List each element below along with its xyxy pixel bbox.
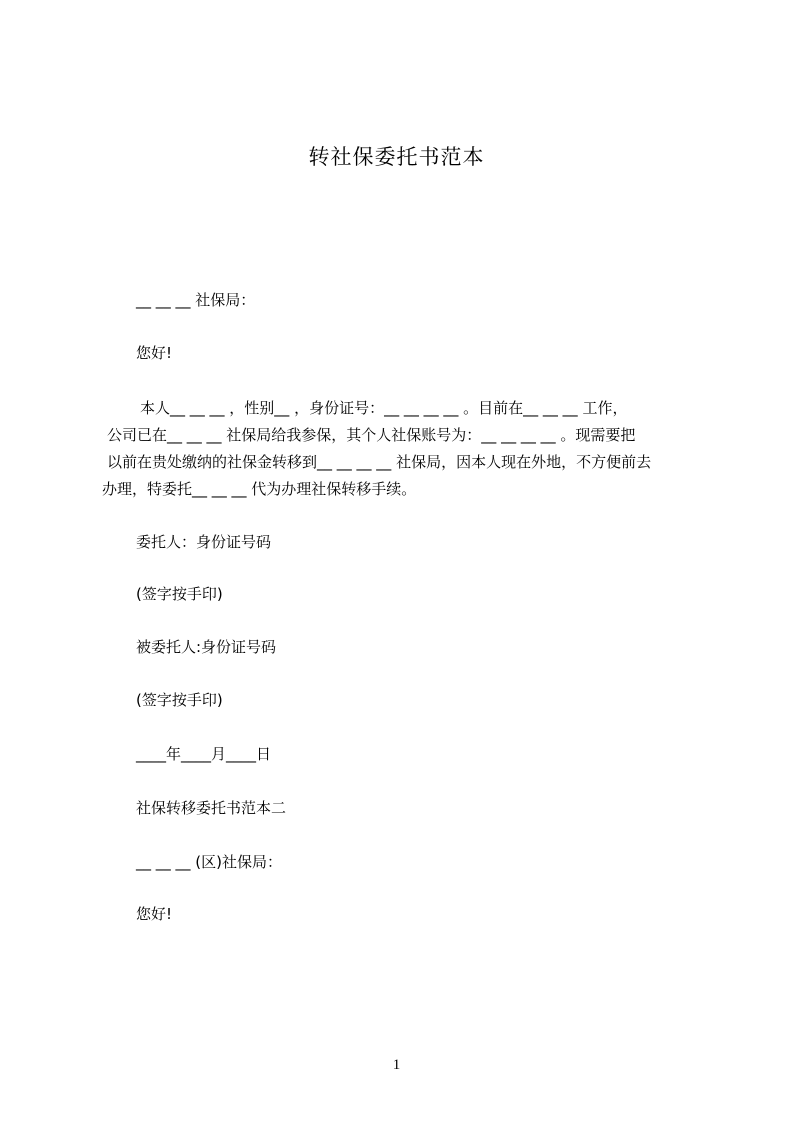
section-two-title: 社保转移委托书范本二 xyxy=(136,799,287,817)
addressee-line: __ __ __ 社保局： xyxy=(136,291,256,309)
addressee-two-line: __ __ __ (区)社保局： xyxy=(136,853,283,871)
document-title: 转社保委托书范本 xyxy=(308,145,485,169)
agent-line: 被委托人:身份证号码 xyxy=(136,638,277,656)
principal-sign-line: (签字按手印) xyxy=(136,585,223,603)
greeting-two-line: 您好! xyxy=(136,905,173,923)
date-line: ____年____月____日 xyxy=(136,745,272,763)
agent-sign-line: (签字按手印) xyxy=(136,691,223,709)
body-line-3: 以前在贵处缴纳的社保金转移到__ __ __ __ 社保局，因本人现在外地，不方便前去 xyxy=(107,453,652,471)
principal-line: 委托人：身份证号码 xyxy=(136,533,272,551)
body-line-2: 公司已在__ __ __ 社保局给我参保，其个人社保账号为：__ __ __ __ 。现需要把 xyxy=(107,426,636,444)
body-line-4: 办理，特委托__ __ __ 代为办理社保转移手续。 xyxy=(102,480,417,498)
greeting-line: 您好! xyxy=(136,344,173,362)
body-line-1: 本人__ __ __ ，性别__ ，身份证号：__ __ __ __ 。目前在__ __ __ 工作， xyxy=(140,399,628,417)
page-number: 1 xyxy=(392,1057,401,1073)
